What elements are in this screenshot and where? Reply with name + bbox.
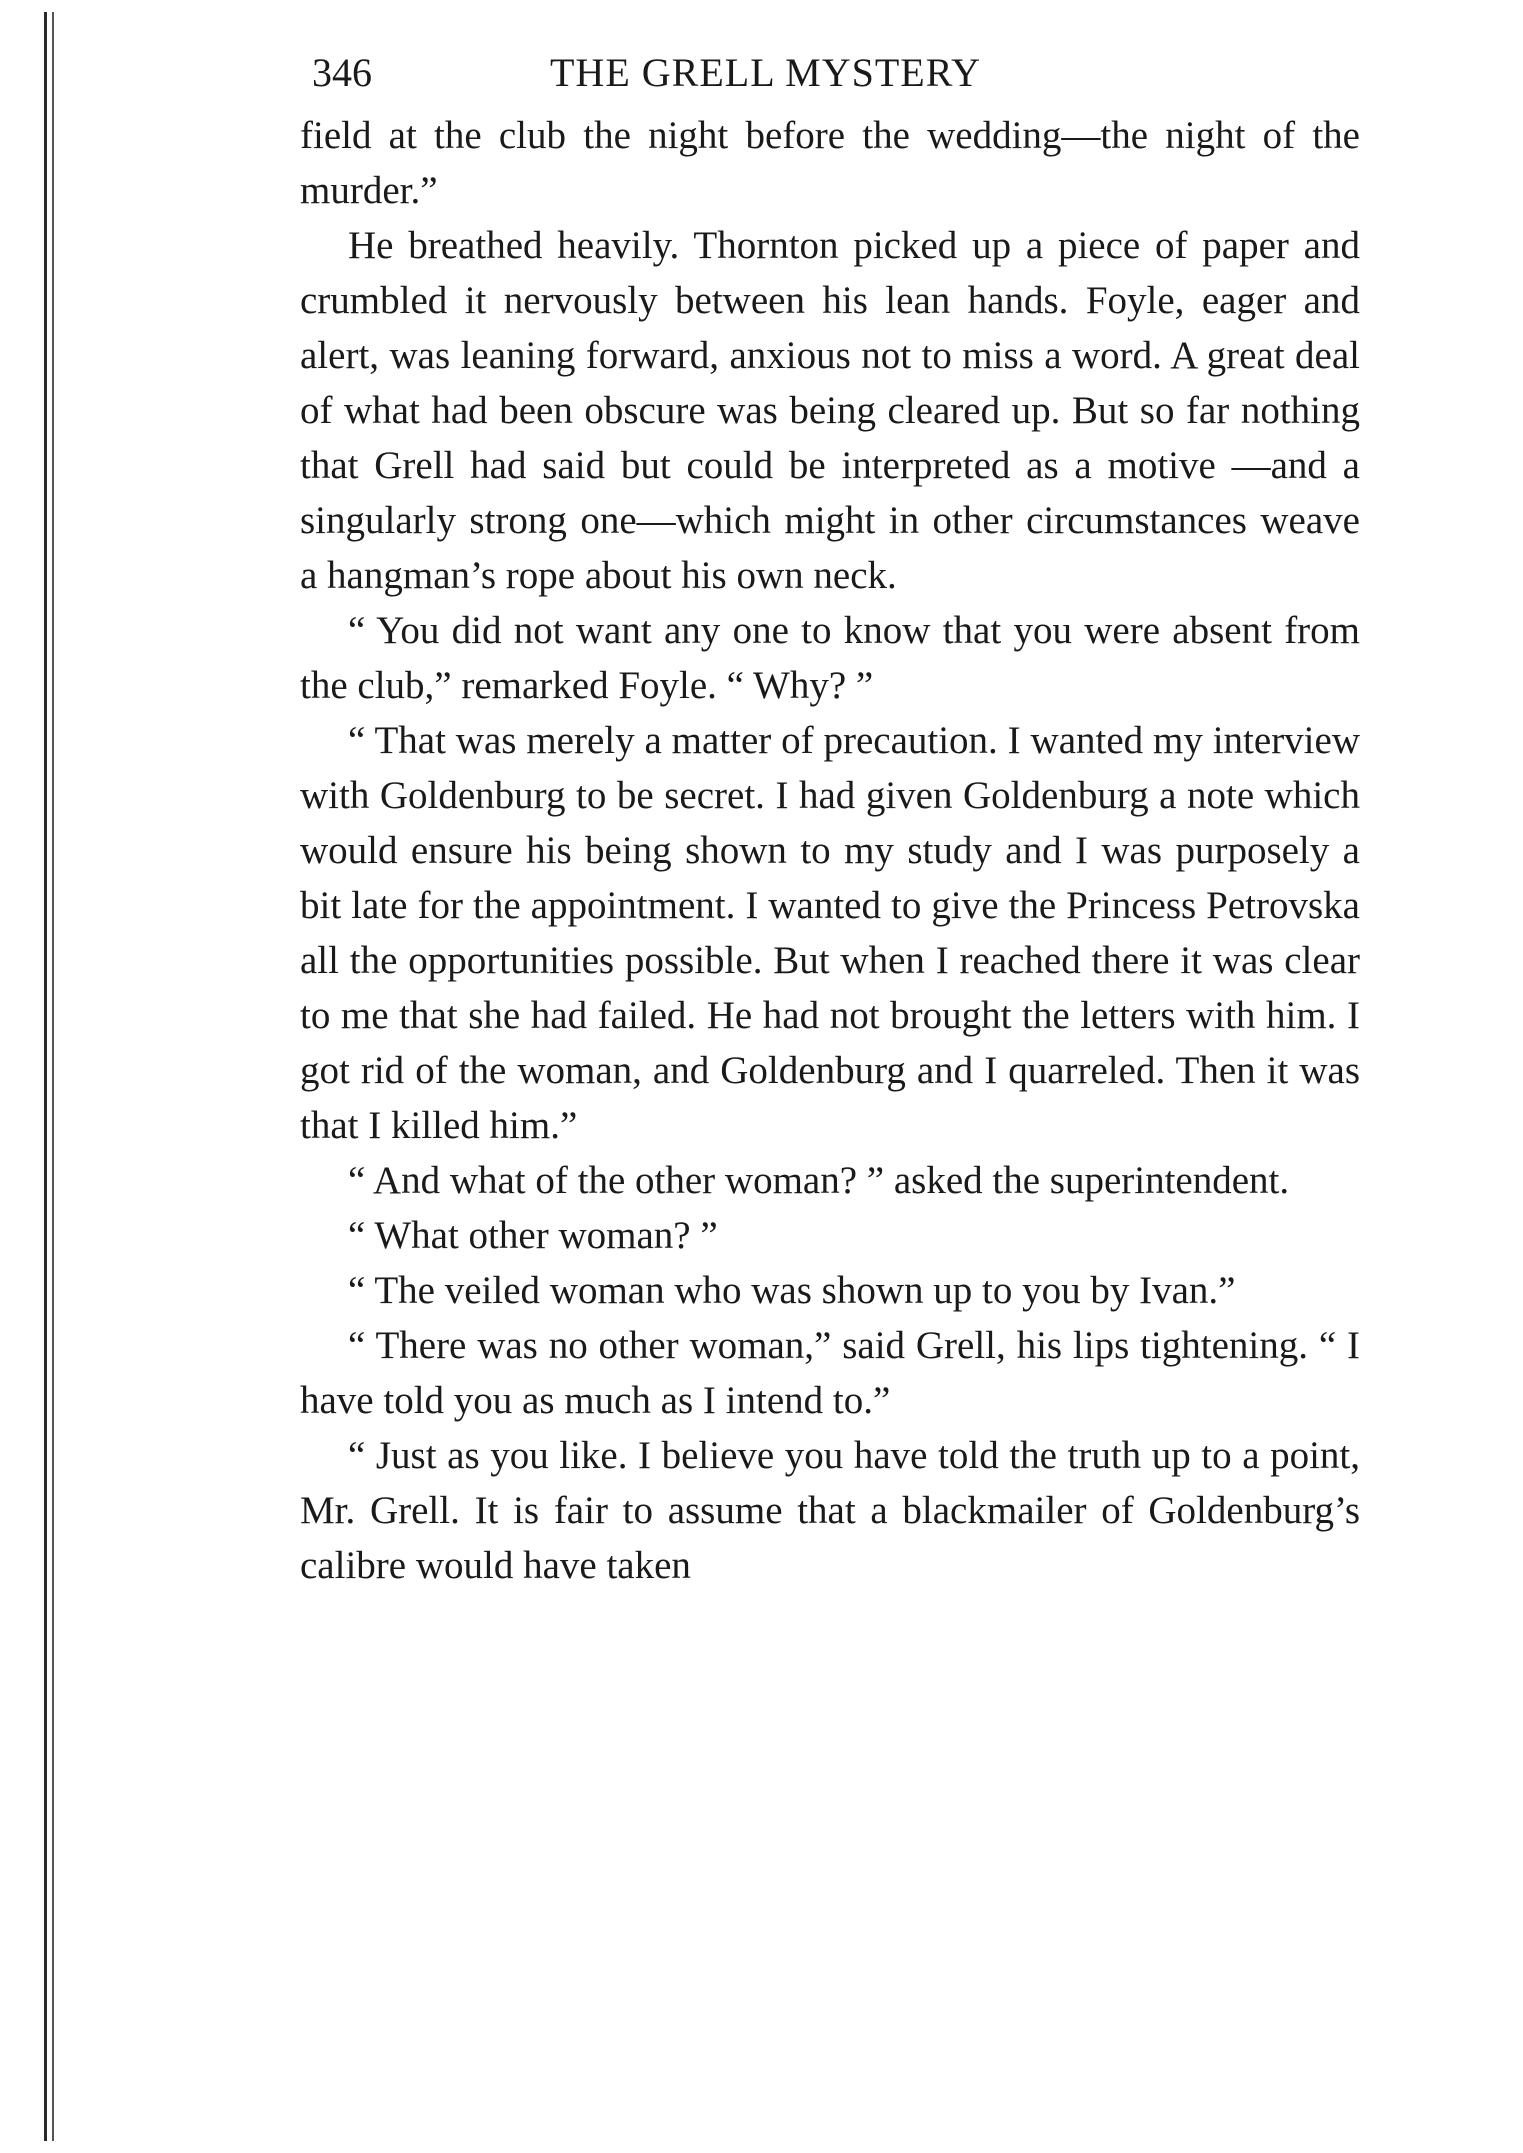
page-edge-line [44,12,47,2141]
page-number: 346 [312,50,372,95]
paragraph: “ There was no other woman,” said Grell, his lips tightening. “ I have told you as much as I intend to.” [300,1324,1360,1422]
paragraph: He breathed heavily. Thornton picked up a piece of paper and crumbled it nervously between his lean hands. Foyle, eager and alert, was leaning forward, anxious not to miss a word. A great deal of what had been obscure was being cleared up. But so far nothing that Grell had said but could be interpreted as a motive —and a singularly strong one—which might in other circumstances weave a hangman’s rope about his own neck. [300,224,1360,597]
paragraph: “ You did not want any one to know that you were absent from the club,” remarked Foyle. “ Why? ” [300,609,1360,707]
book-page [300,38,1360,1593]
paragraph: “ And what of the other woman? ” asked the superintendent. [348,1159,1290,1202]
paragraph-continued: field at the club the night before the wedding—the night of the murder.” [300,114,1360,212]
paragraph: “ That was merely a matter of precaution. I wanted my interview with Goldenburg to be secret. I had given Goldenburg a note which would ensure his being shown to my study and I was purposely a bit late for the appointment. I wanted to give the Princess Petrovska all the opportunities possible. But when I reached there it was clear to me that she had failed. He had not brought the letters with him. I got rid of the woman, and Goldenburg and I quarreled. Then it was that I killed him.” [300,719,1360,1147]
body-text [300,108,1360,1593]
running-head [300,38,1360,108]
paragraph: “ Just as you like. I believe you have told the truth up to a point, Mr. Grell. It is fair to assume that a blackmailer of Goldenburg’s calibre would have taken [300,1434,1360,1587]
paragraph: “ The veiled woman who was shown up to you by Ivan.” [348,1269,1236,1312]
paragraph: “ What other woman? ” [348,1214,718,1257]
page-edge-line-inner [52,12,54,2141]
running-title: THE GRELL MYSTERY [550,50,982,95]
